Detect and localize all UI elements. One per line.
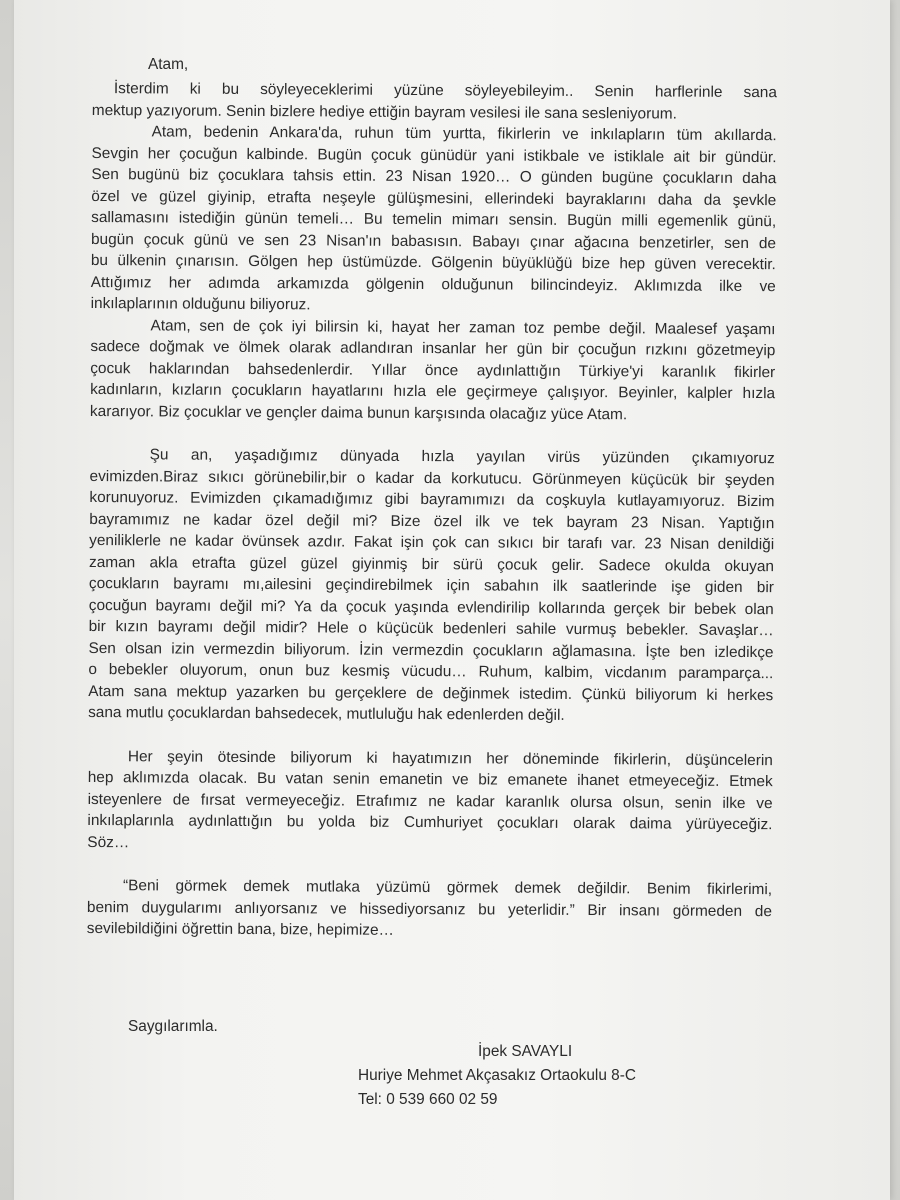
text-line: bir kızın bayramı değil midir? Hele o küçücük bedenleri sahile vurmuş bebekler. Savaşlar…	[88, 617, 774, 640]
text-line: inkılaplarınla aydınlattığın bu yolda biz Cumhuriyet çocukları olarak daima yürüyeceğiz.	[87, 811, 773, 834]
text-line: Sen bugünü biz çocuklara tahsis ettin. 23 Nisan 1920… O günden bugüne çocukların daha	[91, 165, 777, 188]
text-line: inkılaplarının olduğunu biliyoruz.	[90, 294, 311, 314]
signature-name: İpek SAVAYLI	[478, 1043, 573, 1060]
letter-closing: Saygılarımla.	[128, 1018, 218, 1035]
text-line: bugün çocuk günü ve sen 23 Nisan'ın babasısın. Babayı çınar ağacına benzetirler, sen de	[90, 230, 777, 252]
text-line: bayramımız ne kadar özel değil mi? Bize özel ilk ve tek bayram 23 Nisan. Yaptığın	[89, 510, 775, 532]
signature-phone: Tel: 0 539 660 02 59	[358, 1091, 498, 1108]
text-line: Atam sana mektup yazarken bu gerçeklere de değinmek istedim. Çünkü biliyorum ki herkes	[88, 682, 774, 704]
text-line: sevilebildiğini öğrettin bana, bize, hepimize…	[86, 919, 394, 939]
text-line: o bebekler oluyorum, onun buz kesmiş vücudu… Ruhum, kalbim, vicdanım paramparça...	[88, 660, 774, 683]
text-line: sallamasını istediğin günün temeli… Bu temelin mimarı sensin. Bugün milli egemenlik günü,	[91, 208, 777, 231]
text-line: zaman akla etrafta güzel güzel giyinmiş bir sürü çocuk gelir. Sadece okulda okuyan	[88, 553, 775, 575]
signature-block	[358, 1040, 636, 1112]
text-line: yeniliklerle ne kadar övünsek azdır. Fakat işin çok can sıkıcı bir tarafı var. 23 Nisan denildiği	[89, 531, 775, 554]
paragraph-life	[90, 314, 776, 426]
text-line: Sen olsan izin vermezdin biliyorum. İzin vermezdin çocukların ağlamasına. İşte ben izledikçe	[88, 639, 774, 661]
text-line: benim duygularımı anlıyorsanız ve hissediyorsanız bu yeterlidir.” Bir insanı görmeden de	[86, 898, 772, 920]
paragraph-virus	[88, 444, 775, 728]
text-line: evimizden.Biraz sıkıcı görünebilir,bir o kadar da korkutucu. Görünmeyen küçücük bir şeyden	[89, 467, 775, 489]
paragraph-ankara	[91, 121, 777, 319]
text-line: Her şeyin ötesinde biliyorum ki hayatımızın her döneminde fikirlerin, düşüncelerin	[127, 747, 773, 769]
text-line: isteyenlere de fırsat vermeyeceğiz. Etrafımız ne kadar karanlık olursa olsun, senin ilke ve	[87, 790, 773, 812]
text-line: Atam, bedenin Ankara'da, ruhun tüm yurtta, fikirlerin ve inkılapların tüm akıllarda.	[151, 123, 777, 145]
text-line: Söz…	[87, 833, 130, 851]
text-line: “Beni görmek demek mutlaka yüzümü görmek demek değildir. Benim fikirlerimi,	[123, 877, 773, 899]
text-line: İsterdim ki bu söyleyeceklerimi yüzüne söyleyebileyim.. Senin harflerinle sana	[113, 80, 777, 102]
text-line: korunuyoruz. Evimizden çıkamadığımız gibi bayramımızı da coşkuyla kutlayamıyoruz. Bizim	[89, 488, 775, 511]
text-line: çocuk haklarından bahsedenlerdir. Yıllar önce aydınlattığın Türkiye'yi karanlık fikirler	[90, 359, 776, 381]
text-line: hep aklımızda olacak. Bu vatan senin emanetin ve biz emanete ihanet etmeyeceğiz. Etmek	[87, 768, 773, 791]
text-line: Şu an, yaşadığımız dünyada hızla yayılan virüs yüzünden çıkamıyoruz	[149, 446, 775, 468]
text-line: çocukların bayramı mı,ailesini geçindirebilmek için sabahın ilk saatlerinde işe giden bir	[88, 574, 774, 597]
signature-school: Huriye Mehmet Akçasakız Ortaokulu 8-C	[358, 1067, 636, 1084]
paragraph-intro	[92, 78, 777, 125]
text-line: Attığımız her adımda arkamızda gölgenin olduğunun bilincindeyiz. Aklımızda ilke ve	[90, 273, 776, 295]
paragraph-promise	[87, 745, 773, 857]
text-line: kararıyor. Biz çocuklar ve gençler daima bunun karşısında olacağız yüce Atam.	[89, 402, 628, 423]
text-line: çocuğun bayramı değil mi? Ya da çocuk yaşında evlendirilip kollarında gerçek bir bebek olan	[88, 596, 774, 618]
letter-greeting: Atam,	[148, 56, 189, 73]
text-line: sadece doğmak ve ölmek olarak adlandıran insanlar her gün bir çocuğun rızkını gözetmeyip	[90, 337, 776, 360]
text-line: mektup yazıyorum. Senin bizlere hediye ettiğin bayram vesilesi ile sana sesleniyorum.	[91, 101, 677, 123]
letter-body	[87, 78, 777, 944]
text-line: Atam, sen de çok iyi bilirsin ki, hayat her zaman toz pembe değil. Maalesef yaşamı	[150, 316, 776, 338]
text-line: özel ve güzel giyinip, etrafta neşeyle gülüşmesini, ellerindeki bayraklarını daha da şevkle	[91, 187, 777, 209]
text-line: kadınların, kızların çocukların hayatlarını hızla ele geçirmeye çalışıyor. Beyinler, kalpler hızla	[90, 380, 776, 403]
paragraph-quote	[87, 875, 772, 944]
text-line: sana mutlu çocuklardan bahsedecek, mutluluğu hak edenlerden değil.	[88, 703, 565, 724]
text-line: Sevgin her çocuğun kalbinde. Bugün çocuk günüdür yani istikbale ve istiklale ait bir gündür.	[91, 144, 777, 166]
text-line: bu ülkenin çınarısın. Gölgen hep üstümüzde. Gölgenin büyüklüğü bize hep güven verecektir.	[90, 251, 776, 274]
